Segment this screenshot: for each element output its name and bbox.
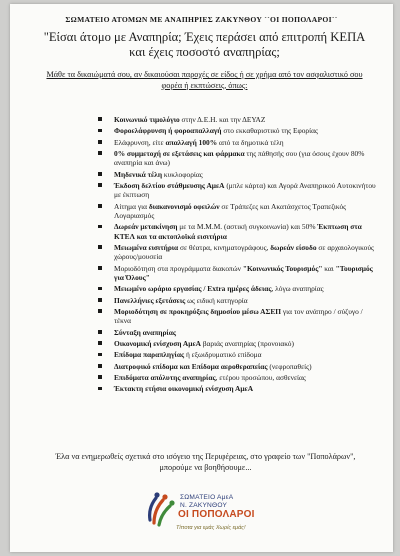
bullet-icon (98, 266, 102, 270)
bullet-icon (98, 204, 102, 208)
logo-line-2: Ν. ΖΑΚΥΝΘΟΥ (180, 502, 228, 509)
benefit-text: σε αρχαιολογικούς χώρους/μουσεία (114, 243, 374, 262)
benefit-text: (μπλε κάρτα) και Αγορά Αναπηρικού Αυτοκινήτου με έκπτωση (114, 180, 376, 200)
benefit-bold-text: Έκτακτη ετήσια οικονομική ενίσχυση ΑμεΑ (114, 384, 254, 394)
poster-headline: "Είσαι άτομο με Αναπηρία; Έχεις περάσει από επιτροπή ΚΕΠΑ και έχεις ποσοστό αναπηρίας; (43, 30, 366, 59)
benefit-item (114, 170, 379, 179)
benefit-text: με τα Μ.Μ.Μ. (αστική συγκοινωνία) και 50% (177, 222, 318, 232)
benefit-text: , λόγω αναπηρίας (271, 284, 324, 294)
benefit-item (114, 115, 379, 124)
logo-line-3: ΟΙ ΠΟΠΟΛΑΡΟΙ (178, 509, 255, 520)
benefit-text: βαριάς αναπηρίας (προνοιακό) (200, 339, 294, 348)
bullet-icon (98, 172, 102, 176)
benefit-item (114, 181, 379, 200)
benefit-item (114, 307, 379, 326)
bullet-icon (98, 387, 102, 391)
benefit-bold-text: απαλλαγή 100% (165, 137, 218, 147)
benefit-bold-text: Φοροελάφρυνση ή φοροαπαλλαγή (114, 126, 222, 136)
benefit-text: της πάθησής σου (για όσους έχουν 80% αναπηρία και άνω) (114, 148, 365, 168)
benefit-bold-text: Δωρεάν μετακίνηση (114, 222, 178, 232)
benefit-item (114, 126, 379, 135)
benefit-bold-text: Επιδόματα απόλυτης αναπηρίας (114, 372, 216, 382)
benefit-text: σε θέατρα, κινηματογράφους, (178, 243, 271, 252)
organization-header: ΣΩΜΑΤΕΙΟ ΑΤΟΜΩΝ ΜΕ ΑΝΑΠΗΡΙΕΣ ΖΑΚΥΝΘΟΥ ``ΟΙ ΠΟΠΟΛΑΡΟΙ`` (65, 15, 338, 24)
benefit-item (114, 339, 379, 348)
benefit-bold-text: Έκδοση δελτίου στάθμευσης ΑμεΑ (114, 180, 225, 190)
benefit-text: (νεφροπαθείς) (267, 361, 312, 371)
benefit-text: για τον ανάπηρο / σύζυγο / τέκνα (114, 307, 363, 326)
benefit-text: κυκλοφορίας (162, 169, 203, 179)
benefit-item (114, 362, 379, 371)
benefit-item (114, 202, 379, 221)
benefits-list (114, 115, 379, 395)
benefit-text: από τα δημοτικά τέλη (217, 137, 284, 147)
logo-figure-icon (142, 490, 176, 528)
benefit-bold-text: Μοριοδότηση σε προκηρύξεις δημοσίου μέσω ΑΣΕΠ (114, 307, 282, 316)
bullet-icon (98, 364, 102, 368)
intro-text: Μάθε τα δικαιώματά σου, αν δικαιούσαι παροχές σε είδος ή σε χρήμα από τον ασφαλιστικό σου φορέα ή εκπτώσεις, όπως: (46, 70, 363, 90)
benefit-bold-text: Επίδομα παραπληγίας (114, 350, 185, 360)
bullet-icon (98, 151, 102, 155)
bullet-icon (98, 129, 102, 133)
benefit-text: στην Δ.Ε.Η. και την ΔΕΥΑΖ (179, 115, 266, 124)
footer-note: Έλα να ενημερωθείς σχετικά στο ισόγειο της Περιφέρειας, στο γραφείο των "Ποπολάρων", μπορούμε να βοηθήσουμε... (55, 452, 356, 472)
benefit-bold-text: Μειωμένα εισιτήρια (114, 243, 179, 252)
benefit-text: ως ειδική κατηγορία (185, 295, 248, 305)
logo-line-1: ΣΩΜΑΤΕΙΟ ΑμεΑ (180, 494, 234, 501)
bullet-icon (98, 330, 102, 334)
benefit-item (114, 296, 379, 305)
benefit-bold-text: Σύνταξη αναπηρίας (114, 327, 176, 337)
benefit-text: στο εκκαθαριστικό της Εφορίας (221, 126, 318, 136)
benefit-item (114, 149, 379, 168)
benefit-item (114, 284, 379, 293)
organization-logo (140, 484, 270, 540)
benefit-item (114, 328, 379, 337)
benefit-bold-text: Μειωμένο ωράριο εργασίας / Extra ημέρες άδειας (114, 284, 272, 294)
benefit-bold-text: "Κοινωνικός Τουρισμός" (242, 263, 323, 273)
benefit-text: Ελάφρυνση, είτε (114, 137, 166, 147)
benefit-bold-text: Πανελλήνιες εξετάσεις (114, 295, 186, 305)
benefit-bold-text: Διατροφικό επίδομα και Επίδομα αεροθεραπείας (114, 361, 268, 371)
benefit-bold-text: διακανονισμό οφειλών (148, 201, 220, 211)
benefit-bold-text: Οικονομική ενίσχυση ΑμεΑ (114, 339, 201, 348)
poster-sheet (10, 4, 393, 552)
benefit-bold-text: Μηδενικά τέλη (114, 169, 163, 179)
bullet-icon (98, 341, 102, 345)
benefit-text: Μοριοδότηση στα προγράμματα διακοπών (114, 263, 243, 273)
benefit-item (114, 350, 379, 359)
benefit-text: Αίτημα για (114, 201, 149, 211)
bullet-icon (98, 225, 102, 229)
bullet-icon (98, 309, 102, 313)
bullet-icon (98, 353, 102, 357)
bullet-icon (98, 140, 102, 144)
bullet-icon (98, 117, 102, 121)
benefit-item (114, 243, 379, 262)
benefit-text: σε Τράπεζες και Ακατάσχετος Τραπεζικός Λογαριασμός (114, 201, 347, 220)
benefit-item (114, 264, 379, 283)
benefit-bold-text: Κοινωνικό τιμολόγιο (114, 115, 180, 124)
bullet-icon (98, 375, 102, 379)
bullet-icon (98, 245, 102, 249)
benefit-bold-text: "Τουρισμός για Όλους" (114, 263, 373, 283)
benefit-item (114, 384, 379, 393)
benefit-text: και (322, 263, 336, 273)
logo-slogan: Τίποτα για εμάς Χωρίς εμάς! (176, 525, 246, 531)
benefit-text: , ετέρου προσώπου, ασθενείας (215, 372, 306, 382)
bullet-icon (98, 298, 102, 302)
benefit-bold-text: Έκπτωση στα ΚΤΕΛ και τα ακτοπλοϊκά εισιτήρια (114, 222, 362, 241)
bullet-icon (98, 287, 102, 291)
benefit-item (114, 222, 379, 241)
benefit-text: ή εξωιδρυματικό επίδομα (184, 350, 262, 360)
bullet-icon (98, 183, 102, 187)
benefit-bold-text: 0% συμμετοχή σε εξετάσεις και φάρμακα (114, 148, 245, 158)
benefit-item (114, 138, 379, 147)
benefit-item (114, 373, 379, 382)
benefit-bold-text: δωρεάν είσοδο (270, 243, 317, 252)
